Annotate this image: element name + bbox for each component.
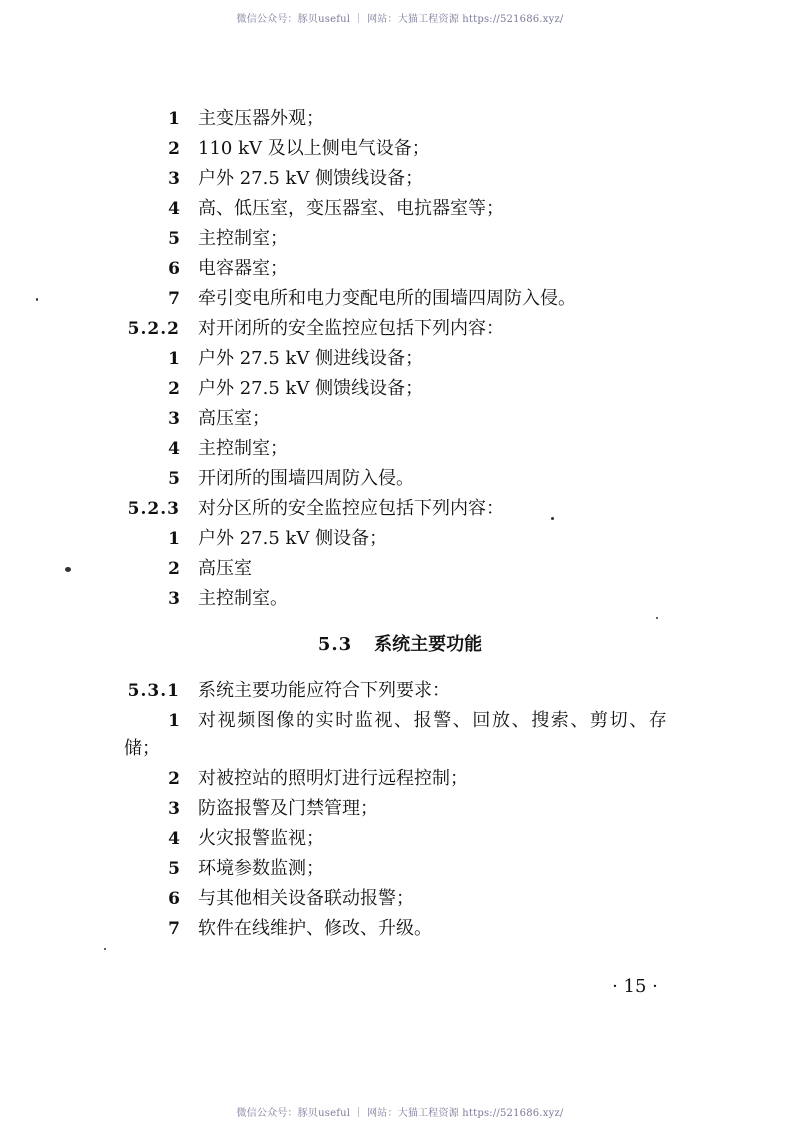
list-d-num-5: 5 <box>168 859 180 879</box>
list-b-text-5: 开闭所的围墙四周防入侵。 <box>198 468 414 489</box>
list-d-text-1: 对视频图像的实时监视、报警、回放、搜索、剪切、存 <box>198 710 669 731</box>
list-d-text-3: 防盗报警及门禁管理； <box>198 798 378 819</box>
section-heading-5-3 <box>0 634 800 656</box>
list-a-num-2: 2 <box>168 139 180 159</box>
list-d-num-4: 4 <box>168 829 180 849</box>
list-a-text-7: 牵引变电所和电力变配电所的围墙四周防入侵。 <box>198 288 576 309</box>
list-a-num-3: 3 <box>168 169 180 189</box>
list-d-text-1-continuation: 储； <box>124 738 160 759</box>
scan-speck <box>656 617 658 619</box>
clause-number-5-3-1: 5.3.1 <box>127 681 180 701</box>
scan-speck <box>551 517 554 520</box>
list-c-num-3: 3 <box>168 589 180 609</box>
list-a-num-1: 1 <box>168 109 180 129</box>
page-number: · 15 · <box>612 976 658 997</box>
clause-text-5-2-2: 对开闭所的安全监控应包括下列内容： <box>198 318 504 339</box>
list-c-num-2: 2 <box>168 559 180 579</box>
list-b-text-3: 高压室； <box>198 408 270 429</box>
list-d-text-7: 软件在线维护、修改、升级。 <box>198 918 432 939</box>
list-a-num-5: 5 <box>168 229 180 249</box>
list-d-num-2: 2 <box>168 769 180 789</box>
list-b-num-1: 1 <box>168 349 180 369</box>
list-b-text-2: 户外 27.5 kV 侧馈线设备； <box>198 378 424 399</box>
list-d-text-4: 火灾报警监视； <box>198 828 324 849</box>
list-a-text-2: 110 kV 及以上侧电气设备； <box>198 138 430 159</box>
watermark-top: 微信公众号：豚贝useful ｜ 网站：大猫工程资源 https://521686.xyz/ <box>236 14 564 25</box>
list-a-text-3: 户外 27.5 kV 侧馈线设备； <box>198 168 424 189</box>
list-b-text-1: 户外 27.5 kV 侧进线设备； <box>198 348 424 369</box>
list-a-text-4: 高、低压室，变压器室、电抗器室等； <box>198 198 504 219</box>
list-a-text-6: 电容器室； <box>198 258 288 279</box>
list-d-text-5: 环境参数监测； <box>198 858 324 879</box>
list-a-num-7: 7 <box>168 289 180 309</box>
section-number: 5.3 <box>317 634 353 655</box>
scan-speck <box>36 298 38 301</box>
list-d-num-3: 3 <box>168 799 180 819</box>
section-title: 系统主要功能 <box>374 634 483 655</box>
list-b-num-3: 3 <box>168 409 180 429</box>
list-d-num-7: 7 <box>168 919 180 939</box>
clause-text-5-2-3: 对分区所的安全监控应包括下列内容： <box>198 498 504 519</box>
scan-speck <box>65 567 71 572</box>
list-a-text-5: 主控制室； <box>198 228 288 249</box>
list-d-num-6: 6 <box>168 889 180 909</box>
list-d-text-2: 对被控站的照明灯进行远程控制； <box>198 768 468 789</box>
list-c-text-1: 户外 27.5 kV 侧设备； <box>198 528 388 549</box>
list-a-text-1: 主变压器外观； <box>198 108 324 129</box>
watermark-bottom: 微信公众号：豚贝useful ｜ 网站：大猫工程资源 https://521686.xyz/ <box>236 1108 564 1119</box>
list-b-num-2: 2 <box>168 379 180 399</box>
list-c-text-2: 高压室 <box>198 558 252 579</box>
clause-number-5-2-3: 5.2.3 <box>127 499 180 519</box>
list-c-num-1: 1 <box>168 529 180 549</box>
list-b-num-5: 5 <box>168 469 180 489</box>
list-a-num-4: 4 <box>168 199 180 219</box>
list-c-text-3: 主控制室。 <box>198 588 288 609</box>
list-b-num-4: 4 <box>168 439 180 459</box>
list-d-num-1: 1 <box>168 711 180 731</box>
list-d-text-6: 与其他相关设备联动报警； <box>198 888 414 909</box>
clause-text-5-3-1: 系统主要功能应符合下列要求： <box>198 680 450 701</box>
list-b-text-4: 主控制室； <box>198 438 288 459</box>
list-a-num-6: 6 <box>168 259 180 279</box>
clause-number-5-2-2: 5.2.2 <box>127 319 180 339</box>
scan-speck <box>104 948 106 950</box>
